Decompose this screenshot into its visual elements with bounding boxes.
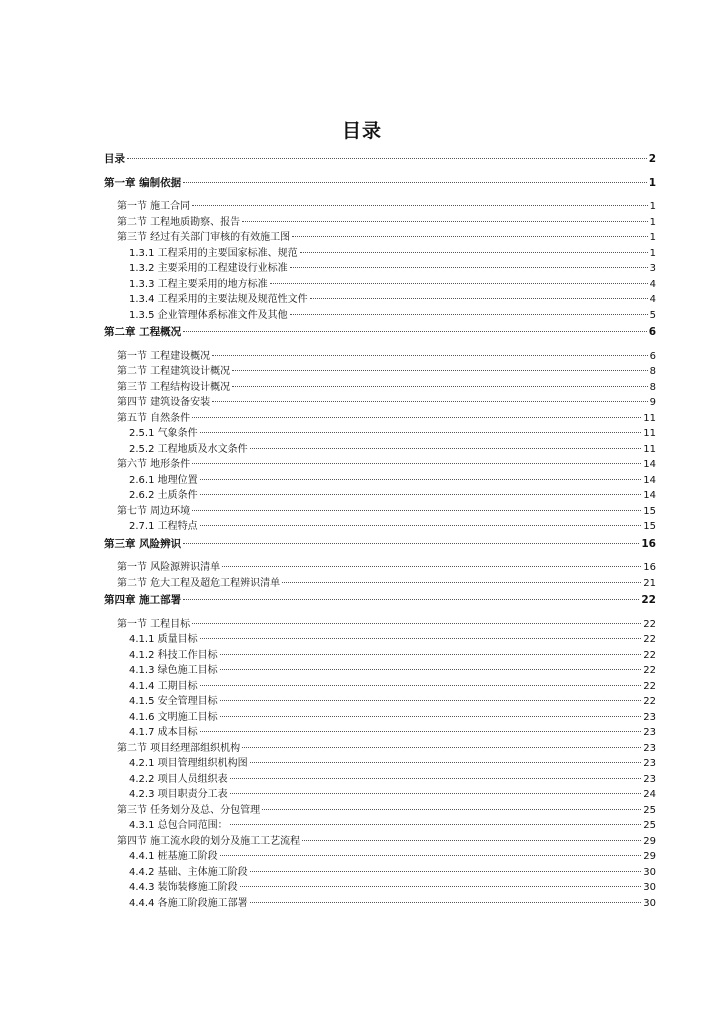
toc-subsection-entry[interactable] bbox=[104, 308, 656, 324]
toc-page-number: 29 bbox=[643, 835, 656, 847]
toc-leader-dots bbox=[192, 623, 641, 624]
toc-subsection-entry[interactable] bbox=[104, 787, 656, 803]
toc-section-entry[interactable] bbox=[104, 560, 656, 576]
toc-page-number: 8 bbox=[649, 381, 656, 393]
toc-subsection-entry[interactable] bbox=[104, 277, 656, 293]
toc-leader-dots bbox=[240, 886, 642, 887]
toc-section-entry[interactable] bbox=[104, 803, 656, 819]
toc-page-number: 30 bbox=[643, 882, 656, 893]
toc-entry-label: 4.2.2 项目人员组织表 bbox=[129, 773, 228, 785]
toc-leader-dots bbox=[183, 331, 647, 332]
toc-page-number: 22 bbox=[643, 649, 656, 661]
toc-entry-label: 4.4.1 桩基施工阶段 bbox=[129, 851, 218, 862]
toc-page-number: 9 bbox=[649, 397, 656, 408]
toc-leader-dots bbox=[232, 370, 647, 371]
toc-entry-label: 第四章 施工部署 bbox=[104, 594, 182, 606]
toc-section-entry[interactable] bbox=[104, 215, 656, 231]
toc-page-number: 11 bbox=[643, 443, 656, 455]
toc-entry-label: 1.3.4 工程采用的主要法规及规范性文件 bbox=[129, 294, 308, 305]
toc-subsection-entry[interactable] bbox=[104, 818, 656, 834]
toc-page-number: 1 bbox=[648, 176, 656, 189]
toc-page-number: 30 bbox=[643, 866, 656, 878]
toc-section-entry[interactable] bbox=[104, 741, 656, 757]
toc-leader-dots bbox=[230, 778, 642, 779]
toc-page-number: 29 bbox=[643, 851, 656, 862]
toc-page-number: 16 bbox=[643, 562, 656, 573]
toc-entry-label: 第三章 风险辨识 bbox=[104, 537, 182, 550]
toc-leader-dots bbox=[302, 840, 641, 841]
toc-page-number: 25 bbox=[643, 804, 656, 816]
page-title: 目录 bbox=[341, 120, 382, 142]
toc-chapter-entry[interactable] bbox=[104, 176, 656, 192]
toc-leader-dots bbox=[250, 448, 642, 449]
toc-page-number: 15 bbox=[643, 505, 656, 517]
toc-page-number: 16 bbox=[641, 537, 656, 550]
toc-leader-dots bbox=[192, 510, 641, 511]
toc-page-number: 23 bbox=[643, 742, 656, 754]
toc-subsection-entry[interactable] bbox=[104, 292, 656, 308]
toc-page-number: 22 bbox=[643, 680, 656, 692]
toc-entry-label: 4.1.7 成本目标 bbox=[129, 727, 198, 738]
toc-page-number: 11 bbox=[643, 412, 656, 424]
toc-subsection-entry[interactable] bbox=[104, 648, 656, 664]
toc-page-number: 14 bbox=[643, 459, 656, 470]
toc-subsection-entry[interactable] bbox=[104, 442, 656, 458]
toc-entry-label: 1.3.3 工程主要采用的地方标准 bbox=[129, 278, 268, 290]
toc-entry-label: 4.3.1 总包合同范围： bbox=[129, 820, 228, 831]
toc-leader-dots bbox=[200, 638, 642, 639]
toc-leader-dots bbox=[242, 221, 647, 222]
toc-entry-label: 4.2.3 项目职责分工表 bbox=[129, 789, 228, 800]
toc-leader-dots bbox=[300, 252, 648, 253]
toc-leader-dots bbox=[200, 685, 642, 686]
toc-leader-dots bbox=[262, 809, 641, 810]
toc-leader-dots bbox=[282, 582, 641, 583]
toc-entry-label: 第一节 施工合同 bbox=[117, 201, 191, 212]
toc-section-entry[interactable] bbox=[104, 457, 656, 473]
toc-leader-dots bbox=[192, 463, 641, 464]
toc-page-number: 4 bbox=[649, 278, 656, 290]
toc-section-entry[interactable] bbox=[104, 364, 656, 380]
toc-leader-dots bbox=[220, 700, 642, 701]
toc-page-number: 1 bbox=[649, 247, 656, 259]
toc-subsection-entry[interactable] bbox=[104, 632, 656, 648]
toc-leader-dots bbox=[220, 654, 642, 655]
toc-entry-label: 第一节 风险源辨识清单 bbox=[117, 562, 221, 573]
toc-leader-dots bbox=[220, 669, 642, 670]
toc-chapter-entry[interactable] bbox=[104, 593, 656, 609]
toc-subsection-entry[interactable] bbox=[104, 725, 656, 741]
toc-entry-label: 第一章 编制依据 bbox=[104, 176, 182, 189]
toc-page-number: 1 bbox=[649, 216, 656, 228]
toc-entry-label: 4.4.2 基础、主体施工阶段 bbox=[129, 866, 248, 878]
toc-leader-dots bbox=[230, 793, 642, 794]
toc-leader-dots bbox=[127, 158, 647, 159]
toc-entry-label: 4.1.2 科技工作目标 bbox=[129, 649, 218, 661]
toc-subsection-entry[interactable] bbox=[104, 246, 656, 262]
toc-chapter-entry[interactable] bbox=[104, 537, 656, 553]
toc-subsection-entry[interactable] bbox=[104, 849, 656, 865]
toc-subsection-entry[interactable] bbox=[104, 865, 656, 881]
toc-subsection-entry[interactable] bbox=[104, 679, 656, 695]
toc-page-number: 22 bbox=[643, 634, 656, 645]
toc-entry-label: 1.3.5 企业管理体系标准文件及其他 bbox=[129, 309, 288, 321]
toc-page-number: 5 bbox=[649, 309, 656, 321]
toc-leader-dots bbox=[212, 401, 647, 402]
toc-page-number: 1 bbox=[649, 232, 656, 243]
toc-entry-label: 2.6.2 土质条件 bbox=[129, 490, 198, 501]
toc-leader-dots bbox=[250, 871, 642, 872]
toc-entry-label: 1.3.1 工程采用的主要国家标准、规范 bbox=[129, 247, 298, 259]
toc-page-number: 22 bbox=[643, 618, 656, 630]
toc-subsection-entry[interactable] bbox=[104, 756, 656, 772]
toc-page-number: 14 bbox=[643, 490, 656, 501]
toc-leader-dots bbox=[230, 824, 642, 825]
toc-page-number: 8 bbox=[649, 366, 656, 377]
toc-leader-dots bbox=[220, 855, 642, 856]
toc-leader-dots bbox=[183, 599, 639, 600]
toc-section-entry[interactable] bbox=[104, 411, 656, 427]
toc-page-number: 22 bbox=[643, 665, 656, 676]
toc-leader-dots bbox=[192, 205, 647, 206]
toc-page-number: 25 bbox=[643, 820, 656, 831]
toc-entry-label: 2.7.1 工程特点 bbox=[129, 521, 198, 532]
toc-entry-label: 第四节 施工流水段的划分及施工工艺流程 bbox=[117, 835, 301, 847]
toc-page-number: 3 bbox=[649, 263, 656, 274]
toc-section-entry[interactable] bbox=[104, 349, 656, 365]
toc-entry-label: 4.1.1 质量目标 bbox=[129, 634, 198, 645]
toc-section-entry[interactable] bbox=[104, 834, 656, 850]
toc-leader-dots bbox=[292, 236, 647, 237]
toc-page-number: 24 bbox=[643, 789, 656, 800]
toc-leader-dots bbox=[220, 716, 642, 717]
toc-page-number: 4 bbox=[649, 294, 656, 305]
toc-entry-label: 4.1.3 绿色施工目标 bbox=[129, 665, 218, 676]
toc-page-number: 22 bbox=[643, 696, 656, 707]
toc-subsection-entry[interactable] bbox=[104, 488, 656, 504]
toc-entry-label: 第四节 建筑设备安装 bbox=[117, 397, 211, 408]
toc-subsection-entry[interactable] bbox=[104, 519, 656, 535]
toc-page-number: 6 bbox=[648, 326, 656, 338]
toc-entry-label: 第七节 周边环境 bbox=[117, 505, 191, 517]
toc-subsection-entry[interactable] bbox=[104, 261, 656, 277]
toc-entry-label: 2.6.1 地理位置 bbox=[129, 474, 198, 486]
toc-entry-label: 第二节 工程建筑设计概况 bbox=[117, 366, 231, 377]
toc-entry-label: 第三节 经过有关部门审核的有效施工图 bbox=[117, 232, 291, 243]
toc-entry-label: 1.3.2 主要采用的工程建设行业标准 bbox=[129, 263, 288, 274]
toc-chapter-entry[interactable] bbox=[104, 325, 656, 341]
toc-page-number: 21 bbox=[643, 577, 656, 589]
toc-entry-label: 第一节 工程建设概况 bbox=[117, 350, 211, 362]
toc-leader-dots bbox=[183, 182, 647, 183]
toc-leader-dots bbox=[200, 432, 642, 433]
toc-entry-label: 第六节 地形条件 bbox=[117, 459, 191, 470]
toc-subsection-entry[interactable] bbox=[104, 694, 656, 710]
toc-entry-label: 2.5.2 工程地质及水文条件 bbox=[129, 443, 248, 455]
toc-entry-label: 2.5.1 气象条件 bbox=[129, 428, 198, 439]
toc-leader-dots bbox=[183, 543, 639, 544]
toc-entry-label: 第二节 危大工程及超危工程辨识清单 bbox=[117, 577, 281, 589]
toc-leader-dots bbox=[222, 566, 641, 567]
toc-entry-label: 4.1.5 安全管理目标 bbox=[129, 696, 218, 707]
toc-subsection-entry[interactable] bbox=[104, 473, 656, 489]
toc-subsection-entry[interactable] bbox=[104, 896, 656, 912]
toc-entry-label: 4.4.4 各施工阶段施工部署 bbox=[129, 897, 248, 909]
toc-subsection-entry[interactable] bbox=[104, 772, 656, 788]
toc-leader-dots bbox=[250, 902, 642, 903]
toc-entry-label: 第五节 自然条件 bbox=[117, 412, 191, 424]
toc-entry-label: 第二章 工程概况 bbox=[104, 326, 182, 338]
toc-leader-dots bbox=[200, 731, 642, 732]
toc-leader-dots bbox=[200, 479, 642, 480]
toc-page-number: 1 bbox=[649, 201, 656, 212]
toc-page-number: 23 bbox=[643, 727, 656, 738]
toc-leader-dots bbox=[270, 283, 648, 284]
toc-leader-dots bbox=[232, 386, 647, 387]
toc-entry-label: 目录 bbox=[104, 153, 125, 165]
toc-leader-dots bbox=[290, 314, 648, 315]
toc-subsection-entry[interactable] bbox=[104, 426, 656, 442]
toc-page-number: 6 bbox=[649, 350, 656, 362]
toc-section-entry[interactable] bbox=[104, 504, 656, 520]
toc-subsection-entry[interactable] bbox=[104, 710, 656, 726]
toc-page-number: 23 bbox=[643, 758, 656, 769]
toc-section-entry[interactable] bbox=[104, 230, 656, 246]
toc-subsection-entry[interactable] bbox=[104, 880, 656, 896]
toc-entry-label: 第二节 项目经理部组织机构 bbox=[117, 742, 241, 754]
toc-page-number: 22 bbox=[641, 594, 656, 606]
toc-entry-label: 4.1.4 工期目标 bbox=[129, 680, 198, 692]
toc-page-number: 23 bbox=[643, 773, 656, 785]
toc-section-entry[interactable] bbox=[104, 617, 656, 633]
toc-page-number: 30 bbox=[643, 897, 656, 909]
toc-leader-dots bbox=[242, 747, 641, 748]
toc-entry-label: 第一节 工程目标 bbox=[117, 618, 191, 630]
toc-page-number: 23 bbox=[643, 711, 656, 723]
table-of-contents bbox=[104, 152, 656, 911]
toc-chapter-entry[interactable] bbox=[104, 152, 656, 168]
toc-leader-dots bbox=[200, 525, 642, 526]
toc-section-entry[interactable] bbox=[104, 380, 656, 396]
toc-entry-label: 4.1.6 文明施工目标 bbox=[129, 711, 218, 723]
toc-entry-label: 4.4.3 装饰装修施工阶段 bbox=[129, 882, 238, 893]
toc-entry-label: 第三节 任务划分及总、分包管理 bbox=[117, 804, 261, 816]
toc-page-number: 14 bbox=[643, 474, 656, 486]
toc-section-entry[interactable] bbox=[104, 199, 656, 215]
toc-page-number: 11 bbox=[643, 428, 656, 439]
toc-leader-dots bbox=[250, 762, 642, 763]
toc-section-entry[interactable] bbox=[104, 576, 656, 592]
toc-leader-dots bbox=[212, 355, 647, 356]
toc-entry-label: 第二节 工程地质勘察、报告 bbox=[117, 216, 241, 228]
toc-leader-dots bbox=[310, 298, 648, 299]
toc-section-entry[interactable] bbox=[104, 395, 656, 411]
toc-leader-dots bbox=[290, 267, 648, 268]
toc-leader-dots bbox=[192, 417, 641, 418]
toc-leader-dots bbox=[200, 494, 642, 495]
toc-entry-label: 第三节 工程结构设计概况 bbox=[117, 381, 231, 393]
toc-page-number: 15 bbox=[643, 521, 656, 532]
toc-entry-label: 4.2.1 项目管理组织机构图 bbox=[129, 758, 248, 769]
toc-page-number: 2 bbox=[648, 153, 656, 165]
toc-subsection-entry[interactable] bbox=[104, 663, 656, 679]
